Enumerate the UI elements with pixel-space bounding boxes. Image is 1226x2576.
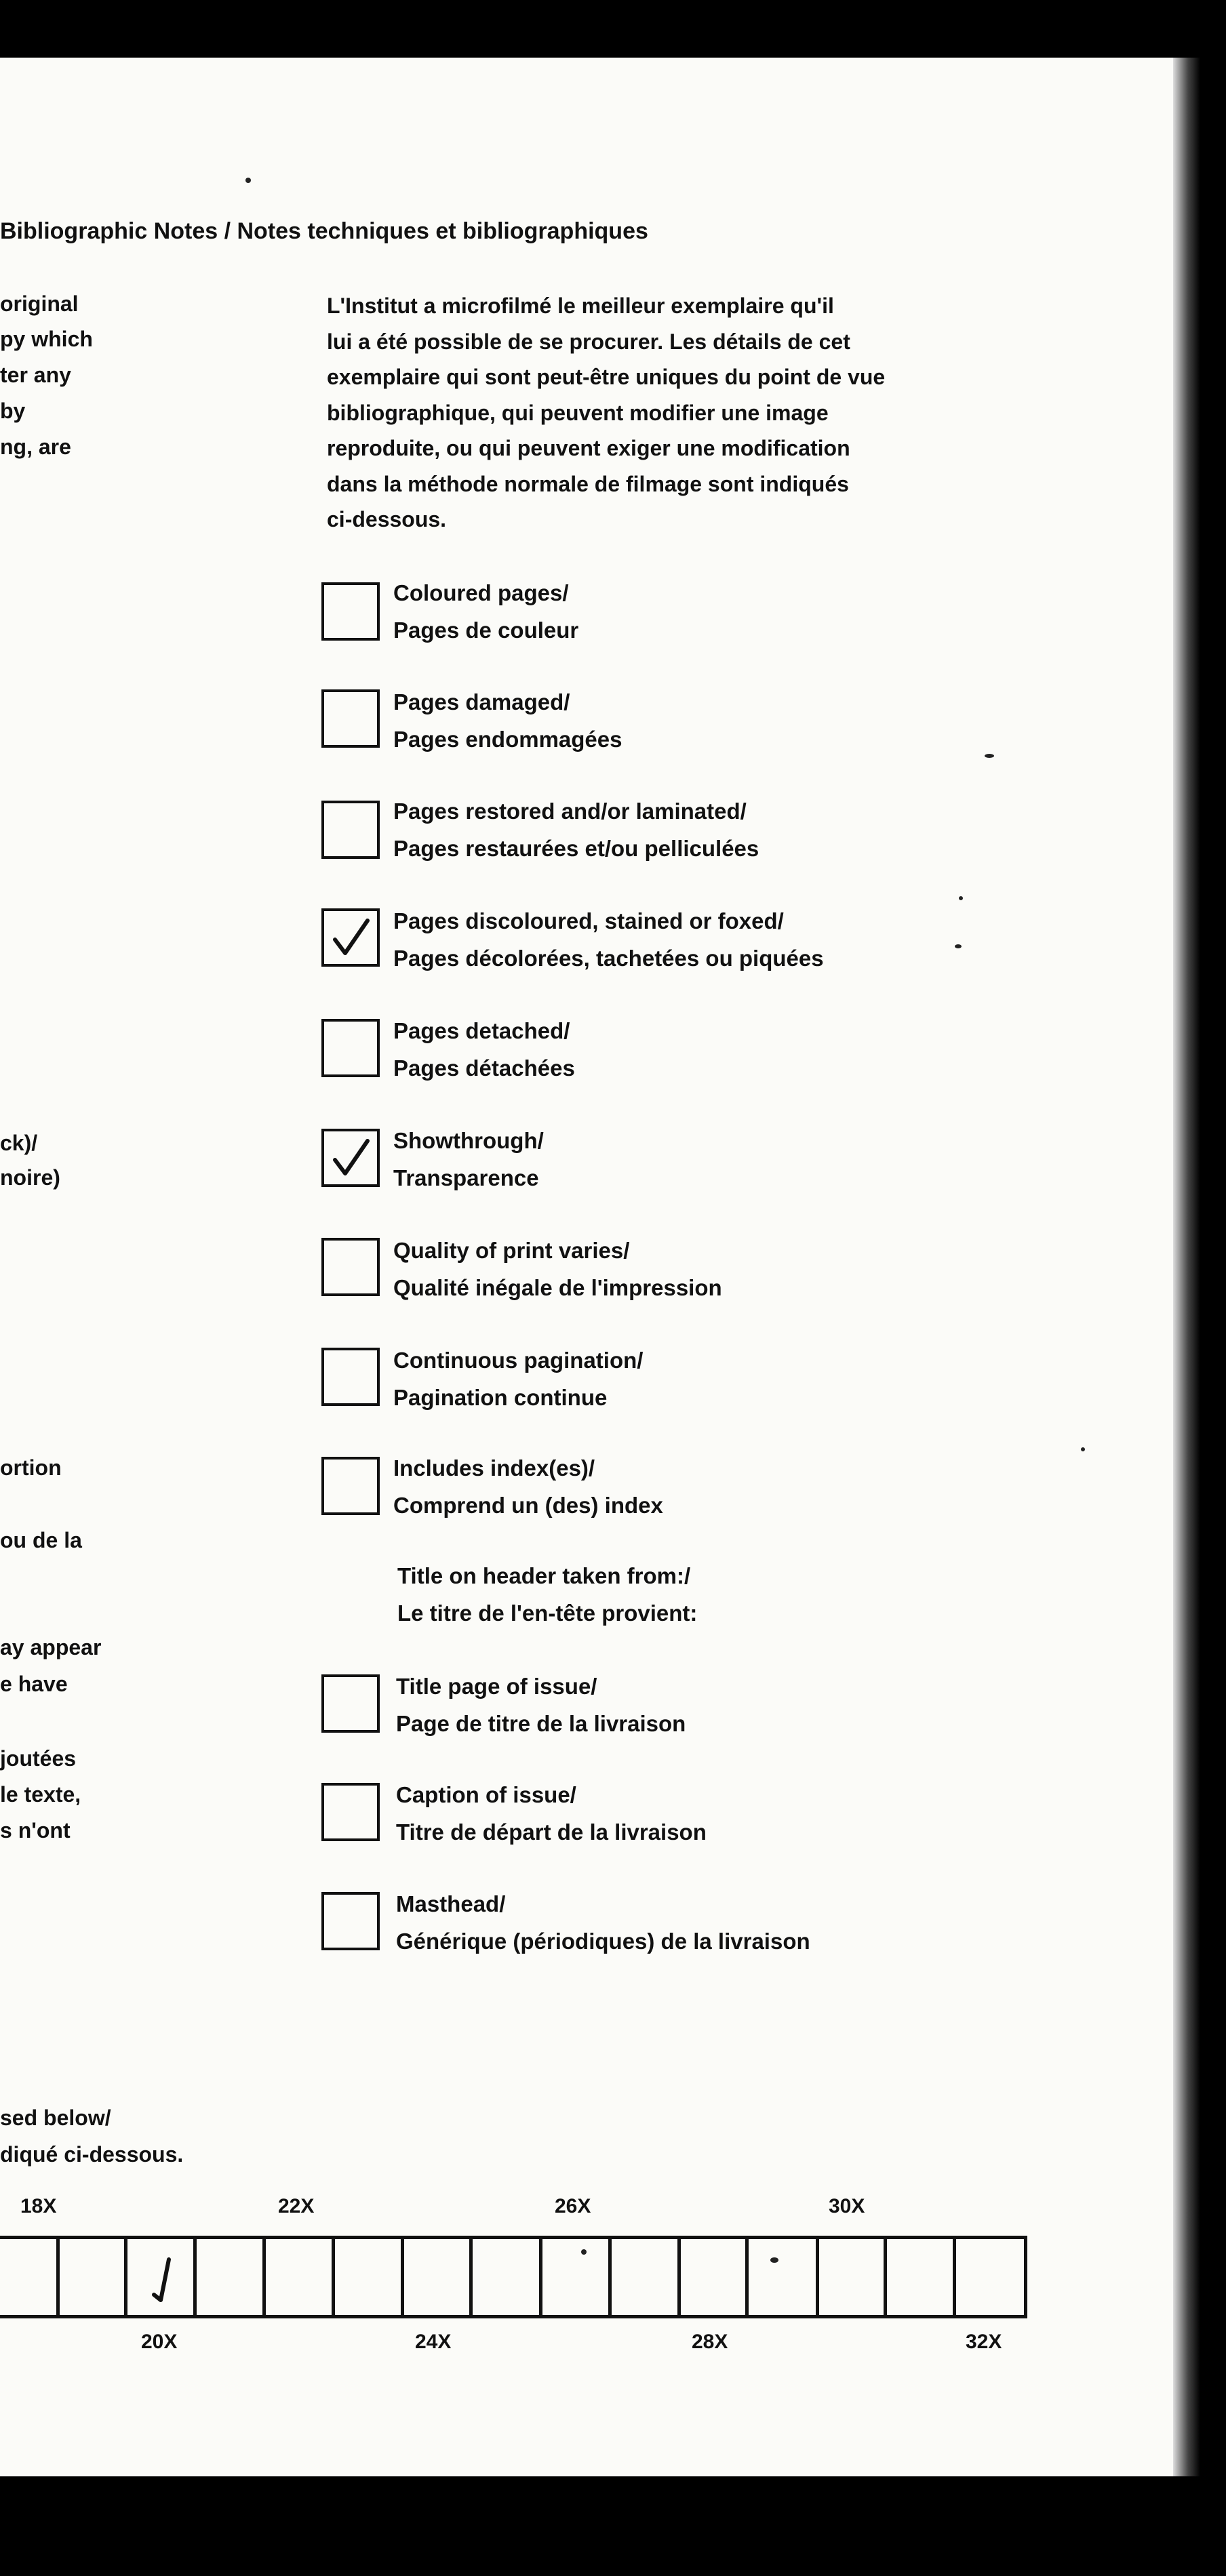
- left-fragment: e have: [0, 1672, 68, 1696]
- intro-paragraph: [327, 288, 1005, 538]
- label-en: Title page of issue/: [396, 1674, 597, 1699]
- checkbox-pages-damaged[interactable]: [321, 689, 380, 748]
- intro-line: ci-dessous.: [327, 507, 447, 531]
- checkbox-continuous-pagination[interactable]: [321, 1348, 380, 1406]
- page-edge-shadow: [1173, 58, 1200, 2476]
- checkmark-icon: [328, 1135, 373, 1180]
- label-en: Pages damaged/: [393, 689, 570, 715]
- grid-divider: [469, 2239, 473, 2315]
- grid-divider: [677, 2239, 681, 2315]
- checklist-label-quality-of-print: [393, 1232, 722, 1306]
- left-fragment: diqué ci-dessous.: [0, 2142, 184, 2167]
- checklist-label-pages-restored: [393, 792, 759, 867]
- reduction-label: 28X: [692, 2331, 728, 2353]
- reduction-ratio-grid: [0, 2236, 1027, 2318]
- checkmark-icon: [146, 2251, 180, 2306]
- checklist-label-continuous-pagination: [393, 1342, 643, 1416]
- checklist-label-pages-discoloured: [393, 902, 824, 977]
- label-fr: Titre de départ de la livraison: [396, 1819, 707, 1845]
- checklist-label-caption-of-issue: [396, 1776, 707, 1851]
- intro-line: lui a été possible de se procurer. Les détails de cet: [327, 329, 850, 354]
- left-fragment: ck)/: [0, 1131, 38, 1155]
- left-fragment: ng, are: [0, 435, 71, 459]
- label-fr: Comprend un (des) index: [393, 1493, 663, 1518]
- left-fragment: by: [0, 399, 26, 423]
- intro-line: exemplaire qui sont peut-être uniques du point de vue: [327, 365, 886, 389]
- intro-line: bibliographique, qui peuvent modifier une image: [327, 400, 829, 425]
- reduction-label: 18X: [20, 2195, 57, 2217]
- checklist-label-masthead: [396, 1885, 810, 1960]
- scan-speck: [245, 178, 251, 183]
- reduction-label: 32X: [966, 2331, 1002, 2353]
- left-fragment: ter any: [0, 363, 71, 387]
- checkbox-includes-index[interactable]: [321, 1457, 380, 1515]
- checkbox-pages-restored[interactable]: [321, 801, 380, 859]
- intro-line: reproduite, ou qui peuvent exiger une modification: [327, 436, 850, 460]
- reduction-label: 30X: [829, 2195, 865, 2217]
- grid-divider: [816, 2239, 819, 2315]
- label-en: Showthrough/: [393, 1128, 544, 1153]
- scan-speck: [955, 944, 962, 948]
- label-fr: Le titre de l'en-tête provient:: [397, 1601, 698, 1626]
- label-en: Continuous pagination/: [393, 1348, 644, 1373]
- label-fr: Pages détachées: [393, 1055, 575, 1081]
- label-fr: Pagination continue: [393, 1385, 608, 1410]
- label-fr: Transparence: [393, 1165, 539, 1190]
- intro-line: L'Institut a microfilmé le meilleur exemplaire qu'il: [327, 294, 834, 318]
- label-fr: Générique (périodiques) de la livraison: [396, 1929, 810, 1954]
- grid-divider: [401, 2239, 404, 2315]
- grid-divider: [56, 2239, 60, 2315]
- checklist-label-pages-damaged: [393, 683, 622, 758]
- left-fragment: noire): [0, 1165, 60, 1190]
- checkbox-caption-of-issue[interactable]: [321, 1783, 380, 1841]
- grid-divider: [539, 2239, 542, 2315]
- checkbox-masthead[interactable]: [321, 1892, 380, 1950]
- label-en: Caption of issue/: [396, 1782, 576, 1807]
- scan-speck: [1081, 1447, 1085, 1451]
- reduction-label: 24X: [415, 2331, 452, 2353]
- left-fragment: ortion: [0, 1455, 62, 1480]
- label-fr: Pages décolorées, tachetées ou piquées: [393, 946, 824, 971]
- label-fr: Page de titre de la livraison: [396, 1711, 686, 1736]
- grid-divider: [124, 2239, 127, 2315]
- checkbox-pages-discoloured[interactable]: [321, 908, 380, 967]
- left-fragment: joutées: [0, 1746, 77, 1771]
- reduction-label: 20X: [141, 2331, 178, 2353]
- title-header-note: [397, 1557, 697, 1632]
- checklist-label-title-page: [396, 1668, 686, 1742]
- checklist-label-includes-index: [393, 1449, 663, 1524]
- label-en: Title on header taken from:/: [397, 1563, 691, 1588]
- checklist-label-showthrough: [393, 1122, 544, 1196]
- checkbox-title-page[interactable]: [321, 1674, 380, 1733]
- scan-speck: [581, 2249, 587, 2255]
- checklist-label-pages-detached: [393, 1012, 575, 1087]
- left-fragment: sed below/: [0, 2106, 111, 2130]
- label-en: Coloured pages/: [393, 580, 569, 605]
- checkmark-icon: [328, 915, 373, 960]
- scan-speck: [985, 754, 994, 758]
- checkbox-showthrough[interactable]: [321, 1129, 380, 1187]
- checkbox-quality-of-print[interactable]: [321, 1238, 380, 1296]
- notes-heading: Bibliographic Notes / Notes techniques et bibliographiques: [0, 218, 648, 244]
- label-en: Includes index(es)/: [393, 1455, 595, 1481]
- grid-divider: [745, 2239, 749, 2315]
- label-fr: Qualité inégale de l'impression: [393, 1275, 722, 1300]
- left-fragment: py which: [0, 327, 93, 351]
- left-fragment: original: [0, 291, 79, 316]
- intro-line: dans la méthode normale de filmage sont indiqués: [327, 471, 849, 496]
- grid-divider: [193, 2239, 197, 2315]
- label-en: Quality of print varies/: [393, 1238, 630, 1263]
- checklist-label-coloured-pages: [393, 574, 578, 649]
- checkbox-coloured-pages[interactable]: [321, 582, 380, 641]
- left-fragment: le texte,: [0, 1782, 81, 1807]
- grid-divider: [608, 2239, 612, 2315]
- label-en: Pages restored and/or laminated/: [393, 799, 747, 824]
- left-fragment: ay appear: [0, 1635, 102, 1659]
- grid-divider: [332, 2239, 335, 2315]
- grid-divider: [262, 2239, 266, 2315]
- label-en: Pages detached/: [393, 1018, 570, 1043]
- scan-speck: [770, 2257, 778, 2263]
- checkbox-pages-detached[interactable]: [321, 1019, 380, 1077]
- reduction-label: 22X: [278, 2195, 315, 2217]
- label-fr: Pages restaurées et/ou pelliculées: [393, 836, 759, 861]
- label-fr: Pages endommagées: [393, 727, 622, 752]
- label-en: Masthead/: [396, 1891, 506, 1916]
- left-fragment: s n'ont: [0, 1818, 71, 1843]
- grid-divider: [953, 2239, 956, 2315]
- reduction-label: 26X: [555, 2195, 591, 2217]
- grid-divider: [884, 2239, 887, 2315]
- scan-speck: [959, 896, 963, 900]
- left-fragment: ou de la: [0, 1528, 82, 1552]
- label-fr: Pages de couleur: [393, 618, 579, 643]
- label-en: Pages discoloured, stained or foxed/: [393, 908, 784, 933]
